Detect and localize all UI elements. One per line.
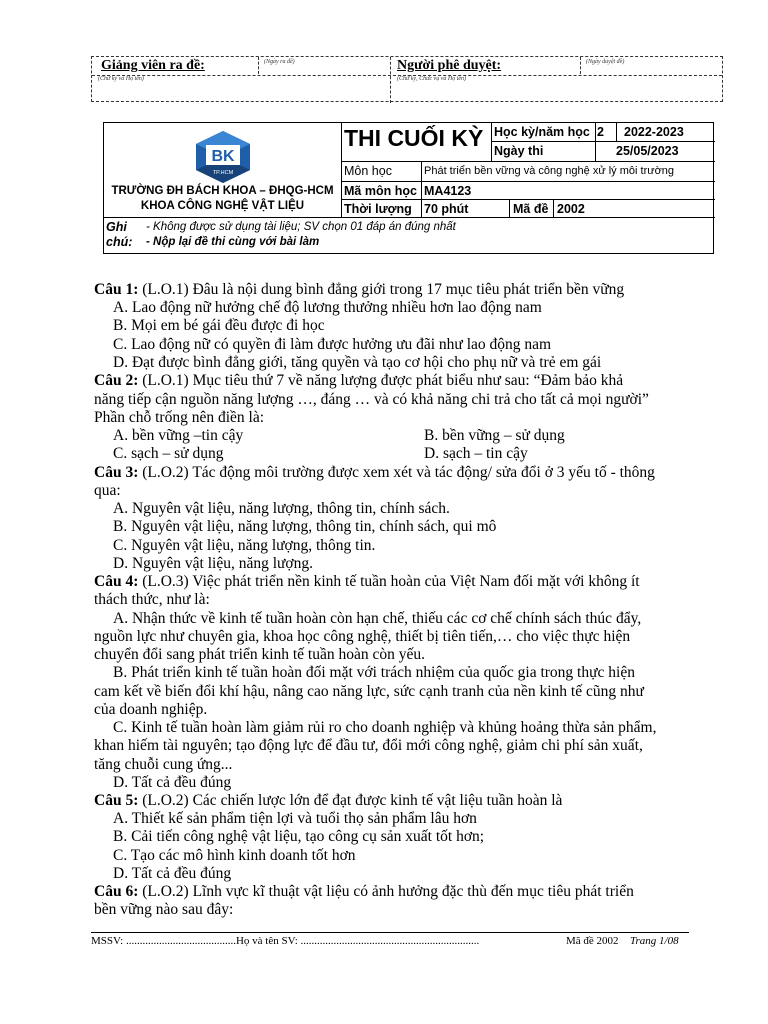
question-5-option-b: B. Cải tiến công nghệ vật liệu, tạo công cụ sản xuất tốt hơn;	[113, 828, 485, 845]
question-2-option-a: A. bền vững –tin cậy	[113, 427, 244, 444]
lecturer-date-hint: (Ngày ra đề)	[264, 59, 295, 65]
grid-line	[616, 123, 617, 141]
note-label: Ghi	[106, 220, 127, 234]
grid-line	[509, 199, 510, 217]
question-4-option-b-line2: cam kết về biến đổi khí hậu, nâng cao năng lực, sức cạnh tranh của nền kinh tế cũng như	[94, 683, 644, 700]
question-5-option-a: A. Thiết kế sản phẩm tiện lợi và tuổi thọ sản phẩm lâu hơn	[113, 810, 477, 827]
question-1-option-c: C. Lao động nữ có quyền đi làm được hưởng ưu đãi như lao động nam	[113, 336, 552, 353]
signature-table	[91, 56, 723, 102]
question-3-text: (L.O.2) Tác động môi trường được xem xét và tác động/ sửa đổi ở 3 yếu tố - thông	[138, 464, 655, 481]
question-3-text-line2: qua:	[94, 482, 121, 499]
note-label-2: chú:	[106, 235, 133, 249]
school-name: TRƯỜNG ĐH BÁCH KHOA – ĐHQG-HCM	[111, 185, 334, 197]
note-text-2: - Nộp lại đề thi cùng với bài làm	[146, 236, 320, 248]
school-logo	[192, 130, 254, 184]
question-4-option-a-line3: chuyển đổi sang phát triển kinh tế tuần hoàn còn yếu.	[94, 646, 426, 663]
grid-line	[341, 181, 715, 182]
exam-code-value: 2002	[557, 202, 585, 216]
question-2-option-d: D. sạch – tin cậy	[424, 445, 528, 462]
lecturer-label: Giảng viên ra đề:	[101, 58, 205, 73]
footer-page-number: Trang 1/08	[630, 935, 679, 947]
question-6-number: Câu 6:	[94, 883, 139, 900]
grid-line	[553, 199, 554, 217]
lecturer-date-box	[258, 57, 259, 74]
logo-subtext: TP.HCM	[212, 170, 234, 176]
question-5-stem	[94, 792, 562, 810]
semester-value: 2	[597, 125, 604, 139]
question-1-text: (L.O.1) Đâu là nội dung bình đẳng giới trong 17 mục tiêu phát triển bền vững	[138, 281, 625, 298]
exam-code-label: Mã đề	[513, 202, 549, 216]
duration-value: 70 phút	[424, 202, 469, 216]
question-4-text: (L.O.3) Việc phát triển nền kinh tế tuần hoàn của Việt Nam đối mặt với không ít	[138, 573, 640, 590]
question-2-option-c: C. sạch – sử dụng	[113, 445, 224, 462]
grid-line	[595, 123, 596, 161]
grid-line	[341, 123, 342, 217]
note-text-1: - Không được sử dụng tài liệu; SV chọn 01 đáp án đúng nhất	[146, 221, 456, 233]
question-2-text-line2: năng tiếp cận nguồn năng lượng …, đáng … và có khả năng chi trả cho tất cả mọi người”	[94, 391, 649, 408]
lecturer-sign-hint: (Chữ ký và Họ tên)	[98, 76, 144, 82]
course-code-label: Mã môn học	[344, 184, 417, 198]
grid-line	[341, 161, 715, 162]
question-1-option-a: A. Lao động nữ hưởng chế độ lương thưởng nhiều hơn lao động nam	[113, 299, 542, 316]
question-3-option-b: B. Nguyên vật liệu, năng lượng, thông tin, chính sách, qui mô	[113, 518, 497, 535]
date-value: 25/05/2023	[616, 144, 679, 158]
question-4-option-c-line3: tăng chuỗi cung ứng...	[94, 756, 233, 773]
question-4-option-c-line2: khan hiếm tài nguyên; tạo động lực để đầu tư, đổi mới công nghệ, giảm chi phí sản xuất,	[94, 737, 643, 754]
question-1-number: Câu 1:	[94, 281, 139, 298]
question-1-stem	[94, 281, 624, 299]
approver-date-box	[580, 57, 581, 74]
question-4-number: Câu 4:	[94, 573, 139, 590]
grid-line	[491, 141, 715, 142]
faculty-name: KHOA CÔNG NGHỆ VẬT LIỆU	[140, 200, 305, 212]
date-label: Ngày thi	[494, 144, 544, 158]
approver-label: Người phê duyệt:	[397, 58, 502, 73]
question-2-number: Câu 2:	[94, 372, 139, 389]
approver-date-hint: (Ngày duyệt đề)	[586, 59, 625, 65]
question-4-option-a-line2: nguồn lực như chuyên gia, khoa học công nghệ, thiết bị tiên tiến,… cho việc thực hiện	[94, 628, 631, 645]
question-5-number: Câu 5:	[94, 792, 139, 809]
exam-title: THI CUỐI KỲ	[344, 125, 484, 151]
question-4-option-a: A. Nhận thức về kinh tế tuần hoàn còn hạn chế, thiếu các cơ chế chính sách thúc đẩy,	[113, 610, 642, 627]
question-6-text-line2: bền vững nào sau đây:	[94, 901, 234, 918]
question-4-stem	[94, 573, 640, 591]
question-2-text-line3: Phần chỗ trống nên điền là:	[94, 409, 265, 426]
question-1-option-d: D. Đạt được bình đẳng giới, tăng quyền và tạo cơ hội cho phụ nữ và trẻ em gái	[113, 354, 602, 371]
question-5-text: (L.O.2) Các chiến lược lớn để đạt được kinh tế vật liệu tuần hoàn là	[138, 792, 563, 809]
question-3-option-d: D. Nguyên vật liệu, năng lượng.	[113, 555, 313, 572]
footer-exam-code: Mã đề 2002	[566, 935, 619, 947]
question-6-stem	[94, 883, 634, 901]
duration-label: Thời lượng	[344, 202, 412, 216]
question-2-stem	[94, 372, 623, 390]
question-4-option-c: C. Kinh tế tuần hoàn làm giảm rủi ro cho doanh nghiệp và khủng hoảng thừa sản phẩm,	[113, 719, 657, 736]
question-5-option-c: C. Tạo các mô hình kinh doanh tốt hơn	[113, 847, 356, 864]
question-4-option-d: D. Tất cả đều đúng	[113, 774, 232, 791]
question-5-option-d: D. Tất cả đều đúng	[113, 865, 232, 882]
question-3-option-a: A. Nguyên vật liệu, năng lượng, thông tin, chính sách.	[113, 500, 450, 517]
question-3-number: Câu 3:	[94, 464, 139, 481]
approver-sign-hint: (Chữ ký, Chức vụ và Họ tên)	[397, 76, 467, 82]
grid-line	[341, 199, 715, 200]
logo-text: BK	[211, 148, 235, 165]
exam-info-table	[103, 122, 714, 254]
footer-student-info: MSSV: ........................................Họ và tên SV: .................................................................	[91, 935, 480, 947]
question-3-option-c: C. Nguyên vật liệu, năng lượng, thông tin.	[113, 537, 376, 554]
year-value: 2022-2023	[624, 125, 684, 139]
question-4-text-line2: thách thức, như là:	[94, 591, 210, 608]
semester-label: Học kỳ/năm học	[494, 125, 590, 139]
signature-column-divider	[390, 57, 391, 103]
question-2-option-b: B. bền vững – sử dụng	[424, 427, 565, 444]
subject-label: Môn học	[344, 164, 392, 178]
question-4-option-b: B. Phát triển kinh tế tuần hoàn đối mặt với trách nhiệm của quốc gia trong thực hiện	[113, 664, 635, 681]
grid-line	[491, 123, 492, 161]
subject-value: Phát triển bền vững và công nghệ xử lý môi trường	[424, 165, 675, 177]
question-2-text: (L.O.1) Mục tiêu thứ 7 về năng lượng được phát biểu như sau: “Đảm bảo khả	[138, 372, 624, 389]
question-3-stem	[94, 464, 655, 482]
grid-line	[421, 161, 422, 217]
question-1-option-b: B. Mọi em bé gái đều được đi học	[113, 317, 325, 334]
question-4-option-b-line3: của doanh nghiệp.	[94, 701, 208, 718]
question-6-text: (L.O.2) Lĩnh vực kĩ thuật vật liệu có ảnh hưởng đặc thù đến mục tiêu phát triển	[138, 883, 634, 900]
footer-rule	[91, 932, 689, 933]
course-code-value: MA4123	[424, 184, 472, 198]
grid-line	[104, 217, 715, 218]
